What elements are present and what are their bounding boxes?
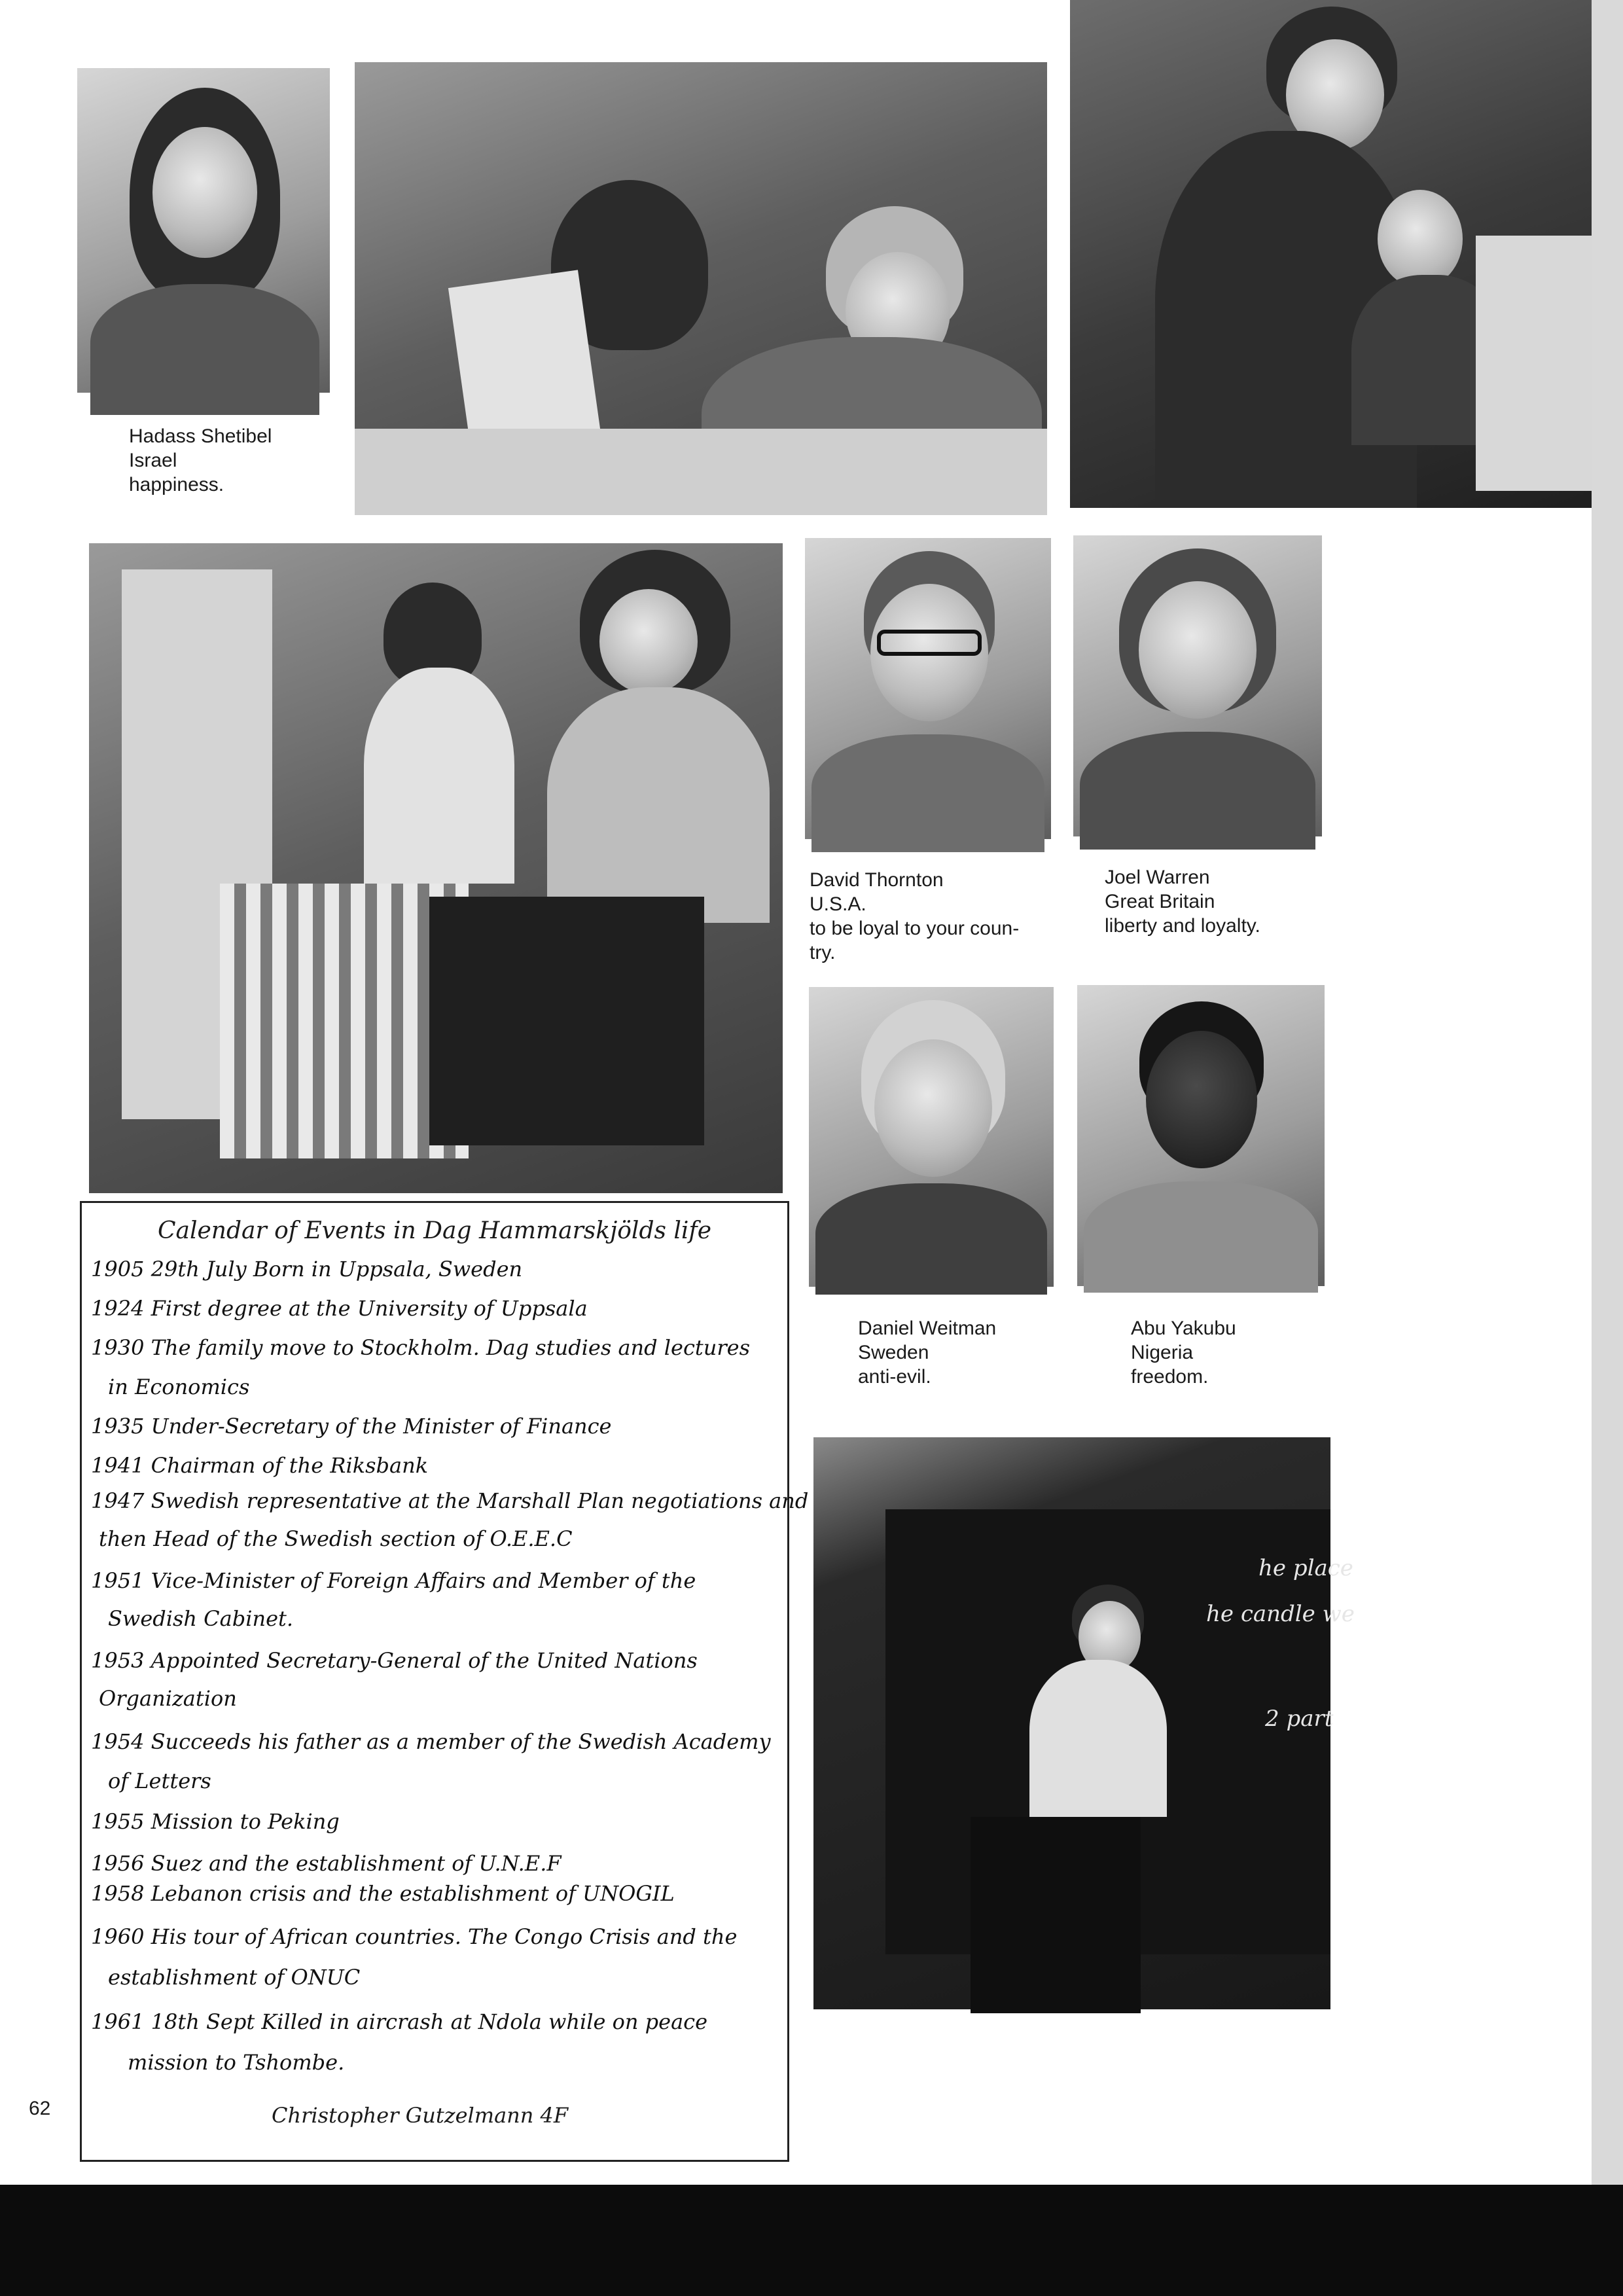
student-quote: freedom. [1131, 1366, 1209, 1388]
calendar-entry: 1956 Suez and the establishment of U.N.E.F [91, 1851, 562, 1876]
blackboard-writing-line1: he place [1258, 1555, 1353, 1581]
page-gutter [1592, 0, 1623, 2185]
caption-joel [1105, 865, 1260, 938]
student-country: Sweden [858, 1342, 929, 1363]
caption-abu [1131, 1316, 1236, 1389]
student-quote: liberty and loyalty. [1105, 915, 1260, 937]
calendar-entry: then Head of the Swedish section of O.E.E.C [99, 1526, 573, 1551]
photo-two-students-seated [89, 543, 783, 1193]
calendar-entry: 1951 Vice-Minister of Foreign Affairs and Member of the [91, 1568, 696, 1593]
caption-daniel [858, 1316, 996, 1389]
student-name: Abu Yakubu [1131, 1318, 1236, 1339]
student-quote: anti-evil. [858, 1366, 931, 1388]
calendar-entry: 1935 Under-Secretary of the Minister of Finance [91, 1414, 612, 1439]
photo-student-at-blackboard [813, 1437, 1355, 2009]
calendar-entry: in Economics [108, 1374, 250, 1399]
student-country: Israel [129, 450, 177, 471]
student-quote-continued: try. [810, 942, 836, 963]
calendar-signature: Christopher Gutzelmann 4F [272, 2103, 569, 2128]
student-name: David Thornton [810, 869, 944, 891]
calendar-entry: of Letters [108, 1768, 211, 1793]
calendar-entry: Swedish Cabinet. [108, 1606, 294, 1631]
student-name: Joel Warren [1105, 867, 1210, 888]
portrait-photo-hadass [77, 68, 330, 393]
caption-david [810, 868, 1019, 965]
portrait-photo-daniel [809, 987, 1054, 1287]
calendar-entry: 1941 Chairman of the Riksbank [91, 1453, 429, 1478]
student-quote: happiness. [129, 474, 224, 495]
student-country: Great Britain [1105, 891, 1215, 912]
calendar-title: Calendar of Events in Dag Hammarskjölds life [157, 1217, 712, 1244]
calendar-entry: establishment of ONUC [108, 1965, 361, 1990]
student-country: U.S.A. [810, 893, 866, 915]
calendar-entry: 1953 Appointed Secretary-General of the United Nations [91, 1648, 698, 1673]
calendar-entry: 1958 Lebanon crisis and the establishment of UNOGIL [91, 1881, 675, 1906]
calendar-entry: 1960 His tour of African countries. The Congo Crisis and the [91, 1924, 738, 1949]
blackboard-writing-line2: he candle we [1206, 1601, 1355, 1627]
calendar-entry: 1961 18th Sept Killed in aircrash at Ndola while on peace [91, 2009, 707, 2034]
scan-bottom-band [0, 2185, 1623, 2296]
page-number: 62 [29, 2098, 51, 2119]
portrait-photo-joel [1073, 535, 1322, 836]
calendar-entry: Organization [99, 1686, 237, 1711]
calendar-of-events-box [80, 1201, 809, 2162]
calendar-entry: 1955 Mission to Peking [91, 1809, 340, 1834]
blackboard-writing-line3: 2 part [1265, 1706, 1334, 1732]
portrait-photo-abu [1077, 985, 1325, 1286]
calendar-entry: 1930 The family move to Stockholm. Dag studies and lectures [91, 1335, 750, 1360]
classroom-photo-teacher-helping [1070, 0, 1600, 508]
student-country: Nigeria [1131, 1342, 1194, 1363]
classroom-photo-students-reading [355, 62, 1047, 515]
calendar-entry: 1954 Succeeds his father as a member of the Swedish Academy [91, 1729, 771, 1754]
caption-hadass [129, 424, 272, 497]
calendar-entry: 1947 Swedish representative at the Marshall Plan negotiations and [91, 1488, 809, 1513]
calendar-entry: mission to Tshombe. [128, 2050, 345, 2075]
student-name: Hadass Shetibel [129, 425, 272, 447]
portrait-photo-david [805, 538, 1051, 839]
student-quote: to be loyal to your coun- [810, 918, 1020, 939]
student-name: Daniel Weitman [858, 1318, 997, 1339]
calendar-entry: 1924 First degree at the University of Uppsala [91, 1296, 588, 1321]
calendar-entry: 1905 29th July Born in Uppsala, Sweden [91, 1257, 523, 1282]
